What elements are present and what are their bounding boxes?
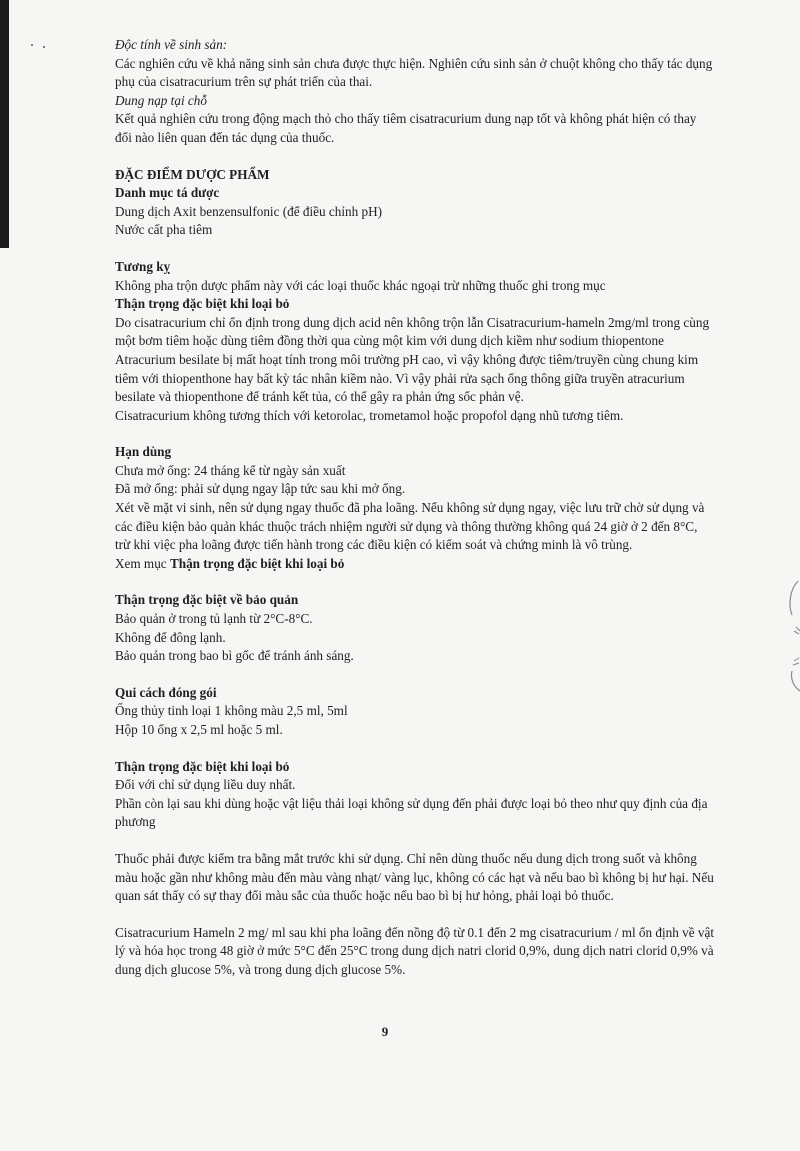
body-paragraph: Cisatracurium không tương thích với ketorolac, trometamol hoặc propofol dạng nhũ tương tiêm.	[115, 407, 624, 423]
paragraph-gap	[115, 425, 715, 443]
section-heading: Thận trọng đặc biệt khi loại bỏ	[115, 296, 290, 312]
body-paragraph: Không để đông lạnh.	[115, 629, 226, 645]
paragraph-gap	[115, 666, 715, 684]
paragraph-gap	[115, 832, 715, 850]
body-paragraph: Nước cất pha tiêm	[115, 222, 213, 238]
body-paragraph: Ống thủy tinh loại 1 không màu 2,5 ml, 5ml	[115, 703, 348, 719]
body-paragraph: Bảo quản ở trong tủ lạnh từ 2°C-8°C.	[115, 611, 313, 627]
body-paragraph: Cisatracurium Hameln 2 mg/ ml sau khi pha loãng đến nồng độ từ 0.1 đến 2 mg cisatracurium / ml ổn định về vật lý và hóa học trong 48 giờ ở mức 5°C đến 25°C trong dung dịch natri clorid 0,9%, dung dịch natri clorid 0,9% và dung dịch glucose 5%, và trong dung dịch glucose 5%.	[115, 924, 715, 977]
section-heading: Danh mục tá dược	[115, 185, 220, 201]
body-paragraph: Atracurium besilate bị mất hoạt tính trong môi trường pH cao, vì vậy không được tiêm/truyền cùng chung kim tiêm với thiopenthone hay bất kỳ tác nhân kiềm nào. Vì vậy phải rửa sạch ống thông giữa truyền atracurium besilate và thiopenthone để tránh kết tủa, có thể gây ra phản ứng sốc phản vệ.	[115, 351, 699, 405]
paragraph-gap	[115, 240, 715, 258]
body-paragraph: Thuốc phải được kiểm tra bằng mắt trước khi sử dụng. Chỉ nên dùng thuốc nếu dung dịch trong suốt và không màu hoặc gần như không màu đến màu vàng nhạt/ vàng lục, không có các hạt và nếu bao bì không bị hư hại. Nếu quan sát thấy có sự thay đổi màu sắc của thuốc hoặc nếu bao bì bị hư hỏng, phải loại bỏ thuốc.	[115, 850, 714, 904]
paragraph-gap	[115, 573, 715, 591]
body-paragraph: Kết quả nghiên cứu trong động mạch thỏ cho thấy tiêm cisatracurium dung nạp tốt và không phát hiện có thay đổi nào liên quan đến tác dụng của thuốc.	[115, 111, 697, 145]
section-heading: Hạn dùng	[115, 444, 172, 460]
cross-reference-line	[115, 555, 715, 574]
body-paragraph: Không pha trộn dược phẩm này với các loại thuốc khác ngoại trừ những thuốc ghi trong mục	[115, 277, 606, 293]
body-paragraph: Do cisatracurium chỉ ổn định trong dung dịch acid nên không trộn lẫn Cisatracurium-hameln 2mg/ml trong cùng một bơm tiêm hoặc dùng tiêm đồng thời qua cùng một kim với dung dịch kiềm như sodium thiopentone	[115, 314, 710, 349]
body-paragraph: Hộp 10 ống x 2,5 ml hoặc 5 ml.	[115, 722, 283, 737]
section-heading: Qui cách đóng gói	[115, 684, 217, 700]
scan-speck	[43, 46, 45, 48]
paragraph-gap	[115, 740, 715, 758]
subheading-italic: Dung nạp tại chỗ	[115, 92, 207, 108]
body-paragraph: Xét về mặt vi sinh, nên sử dụng ngay thuốc đã pha loãng. Nếu không sử dụng ngay, việc lưu trữ chờ sử dụng và các điều kiện bảo quản khác thuộc trách nhiệm người sử dụng và thông thường không quá 24 giờ ở 2 đến 8°C, trừ khi việc pha loãng được tiến hành trong các điều kiện có kiểm soát và chứng minh là vô trùng.	[115, 500, 705, 553]
section-heading: Thận trọng đặc biệt khi loại bỏ	[115, 758, 290, 774]
body-paragraph: Phần còn lại sau khi dùng hoặc vật liệu thải loại không sử dụng đến phải được loại bỏ theo như quy định của địa phương	[115, 795, 708, 830]
section-heading: Thận trọng đặc biệt về bảo quản	[115, 592, 299, 608]
document-body	[115, 36, 715, 980]
scan-speck	[31, 44, 33, 46]
cross-reference-text: Xem mục	[115, 555, 170, 571]
body-paragraph: Bảo quản trong bao bì gốc để tránh ánh sáng.	[115, 648, 354, 664]
margin-stamp-fragment	[778, 575, 800, 695]
page-number: 9	[381, 1024, 389, 1039]
scan-edge-bar	[0, 0, 9, 248]
paragraph-gap	[115, 148, 715, 166]
body-paragraph: Đối với chỉ sử dụng liều duy nhất.	[115, 777, 296, 793]
body-paragraph: Chưa mở ống: 24 tháng kể từ ngày sản xuất	[115, 462, 346, 478]
section-heading: ĐẶC ĐIỂM DƯỢC PHẨM	[115, 166, 270, 182]
body-paragraph: Đã mở ống: phải sử dụng ngay lập tức sau khi mở ống.	[115, 481, 406, 497]
body-paragraph: Các nghiên cứu về khả năng sinh sản chưa được thực hiện. Nghiên cứu sinh sản ở chuột không cho thấy tác dụng phụ của cisatracurium trên sự phát triển của thai.	[115, 55, 713, 90]
subheading-italic: Độc tính về sinh sản:	[115, 37, 228, 52]
paragraph-gap	[115, 906, 715, 924]
cross-reference-target: Thận trọng đặc biệt khi loại bỏ	[169, 555, 345, 571]
body-paragraph: Dung dịch Axit benzensulfonic (để điều chỉnh pH)	[115, 203, 382, 219]
section-heading: Tương kỵ	[115, 258, 171, 274]
